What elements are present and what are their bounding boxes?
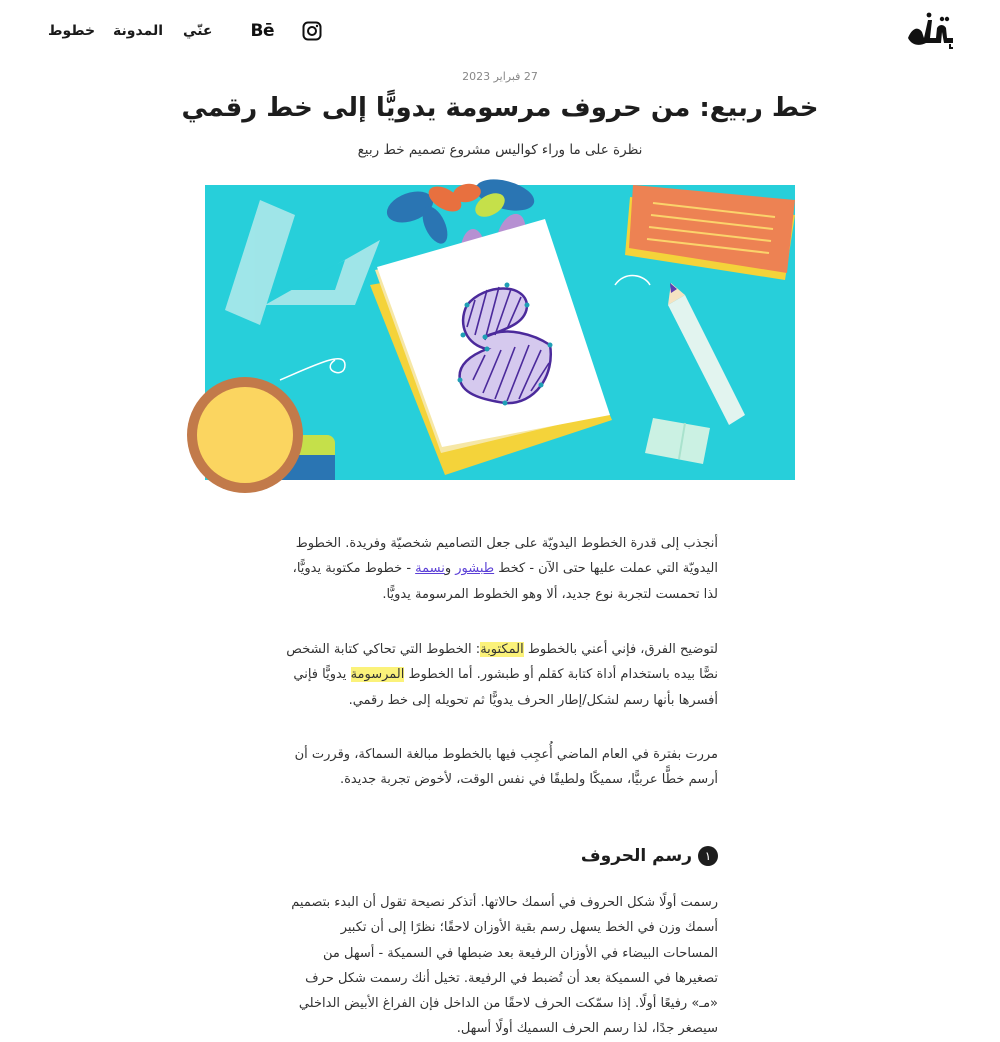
highlight-written: المكتوبة [480,642,524,657]
post-title: خط ربيع: من حروف مرسومة يدويًّا إلى خط رقمي [181,93,819,123]
paragraph-text: و [444,561,456,577]
highlight-drawn: المرسومة [350,667,405,683]
ishar-logo-icon[interactable] [906,10,956,48]
link-nasma[interactable]: نسمة [415,561,445,577]
paragraph-drawing: رسمت أولًا شكل الحروف في أسمك حالاتها. أتذكر نصيحة تقول أن البدء بتصميم أسمك وزن في الخط يسهل رسم بقية الأوزان لاحقًا؛ نظرًا إلى أن تكبير المساحات البيضاء في الأوزان الرفيعة بعد ضبطها في السميكة - أسهل من تصغيرها في السميكة بعد أن تُضبط في الرفيعة. تخيل أنك رسمت شكل حرف «مـ» رفيعًا أولًا. إذا سمّكت الحرف لاحقًا من الداخل فإن الفراغ الأبيض الداخلي سيصغر جدًا، لذا رسم الحرف السميك أولًا أسهل. [291,895,718,1037]
nav-fonts[interactable]: خطوط [48,23,96,39]
section-number-badge: ١ [698,846,718,866]
section-title: رسم الحروف [580,846,692,866]
paragraph-motivation: مررت بفترة في العام الماضي أُعجِب فيها بالخطوط مبالغة السماكة، وقررت أن أرسم خطًّا عربيًّا، سميكًا ولطيفًا في نفس الوقت، لأخوض تجربة جديدة. [294,747,718,788]
paragraph-text: أنجذب إلى قدرة الخطوط اليدويّة على جعل التصاميم شخصيّة وفريدة. الخطوط اليدويّة التي عملت عليها حتى الآن - كخط [295,536,718,577]
section-heading [581,846,718,866]
main-nav [48,18,342,44]
nav-about[interactable]: عنّي [183,23,213,39]
paragraph-text: - خطوط مكتوبة يدويًّا، لذا تحمست لتجربة نوع جديد، ألا وهو الخطوط المرسومة يدويًّا. [292,561,718,602]
paragraph-intro [283,531,718,607]
behance-link[interactable]: Bē [250,21,274,41]
post-subtitle: نظرة على ما وراء كواليس مشروع تصميم خط ربيع [357,142,643,158]
site-header [0,0,1000,62]
link-tabashir[interactable]: طبشور [455,561,495,577]
nav-blog[interactable]: المدونة [113,23,164,39]
hero-illustration [205,185,795,480]
paragraph-text: يدويًّا فإني أفسرها بأنها رسم لشكل/إطار الحرف يدويًّا ثم تحويله إلى خط رقمي. [293,667,718,708]
post-date: 27 فبراير 2023 [462,70,538,83]
paragraph-difference [283,637,718,713]
paragraph-text: لتوضيح الفرق، فإني أعني بالخطوط [523,642,718,657]
instagram-icon[interactable] [302,21,322,41]
paragraph-text: : الخطوط التي تحاكي كتابة الشخص نصًّا بيده باستخدام أداة كتابة كقلم أو طبشور. أما الخطوط [286,642,718,683]
